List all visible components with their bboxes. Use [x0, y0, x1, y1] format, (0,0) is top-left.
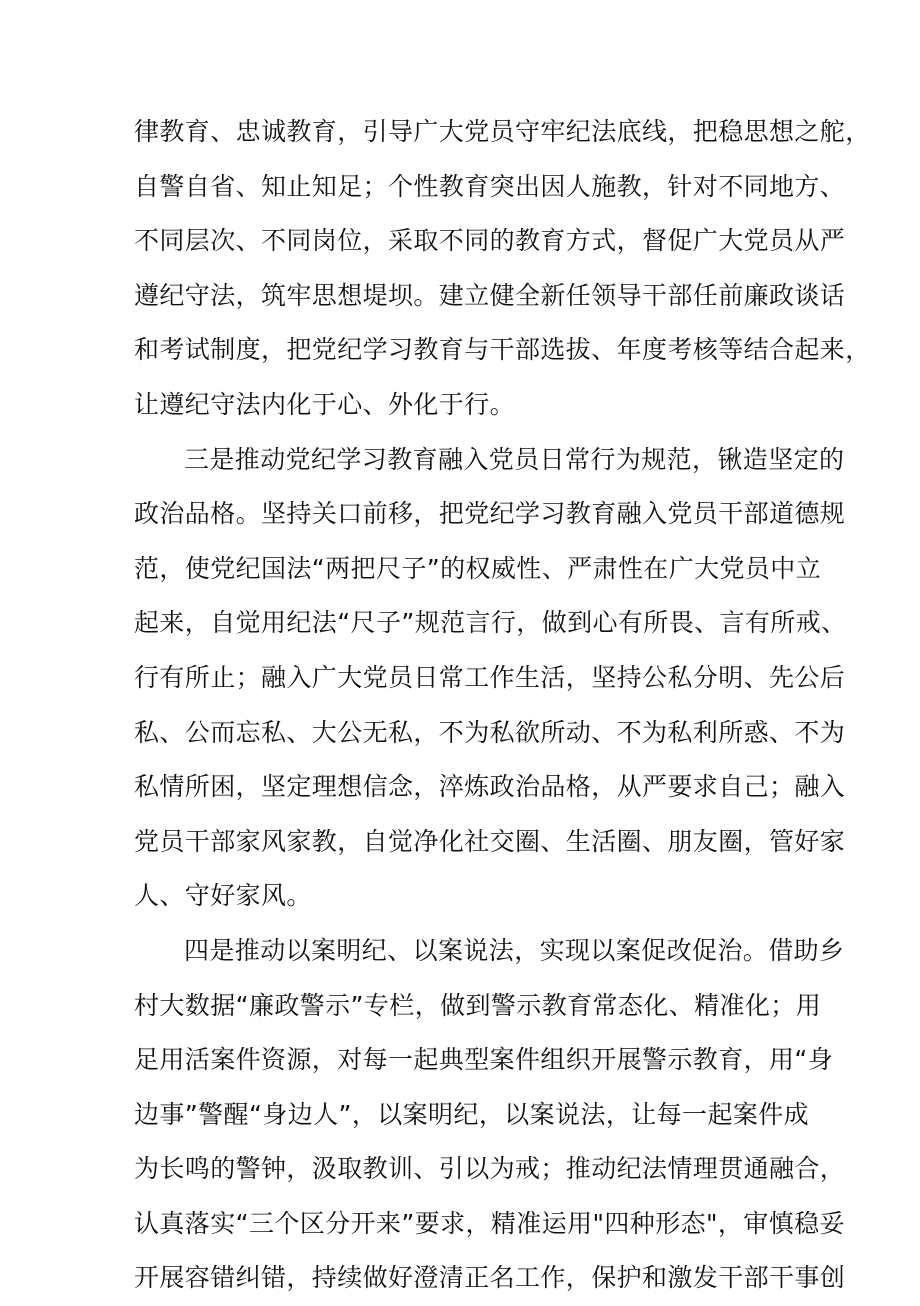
text-line: 足用活案件资源，对每一起典型案件组织开展警示教育，用“身 — [134, 1045, 834, 1075]
text-line: 为长鸣的警钟，汲取教训、引以为戒；推动纪法情理贯通融合， — [134, 1154, 846, 1184]
text-line: 不同层次、不同岗位，采取不同的教育方式，督促广大党员从严 — [134, 226, 846, 256]
text-line: 政治品格。坚持关口前移，把党纪学习教育融入党员干部道德规 — [134, 499, 846, 529]
paragraph-start-line: 三是推动党纪学习教育融入党员日常行为规范，锹造坚定的 — [184, 444, 845, 474]
text-line: 边事”警醒“身边人”，以案明纪，以案说法，让每一起案件成 — [134, 1099, 810, 1129]
text-line: 遵纪守法，筑牢思想堤坝。建立健全新任领导干部任前廉政谈话 — [134, 280, 846, 310]
text-line: 党员干部家风家教，自觉净化社交圈、生活圈、朋友圈，管好家 — [134, 826, 846, 856]
text-line: 认真落实“三个区分开来”要求，精准运用"四种形态"，审慎稳妥 — [134, 1208, 845, 1238]
paragraph-end-line: 让遵纪守法内化于心、外化于行。 — [134, 389, 516, 419]
text-line: 和考试制度，把党纪学习教育与干部选拔、年度考核等结合起来， — [134, 335, 871, 365]
text-line: 自警自省、知止知足；个性教育突出因人施教，针对不同地方、 — [134, 171, 846, 201]
text-line: 村大数据“廉政警示”专栏，做到警示教育常态化、精准化；用 — [134, 990, 822, 1020]
paragraph-start-line: 四是推动以案明纪、以案说法，实现以案促改促治。借助乡 — [184, 935, 845, 965]
text-line: 范，使党纪国法“两把尺子”的权威性、严肃性在广大党员中立 — [134, 553, 822, 583]
paragraph-end-line: 人、守好家风。 — [134, 881, 312, 911]
document-body — [134, 105, 871, 1306]
text-line: 行有所止；融入广大党员日常工作生活，坚持公私分明、先公后 — [134, 662, 846, 692]
text-line: 开展容错纠错，持续做好澄清正名工作，保护和激发干部干事创 — [134, 1263, 846, 1293]
text-line: 律教育、忠诚教育，引导广大党员守牢纪法底线，把稳思想之舵， — [134, 117, 871, 146]
text-line: 私、公而忘私、大公无私，不为私欲所动、不为私利所惑、不为 — [134, 717, 846, 747]
text-line: 私情所困，坚定理想信念，淬炼政治品格，从严要求自己；融入 — [134, 772, 846, 802]
text-line: 起来，自觉用纪法“尺子”规范言行，做到心有所畏、言有所戒、 — [134, 608, 847, 638]
